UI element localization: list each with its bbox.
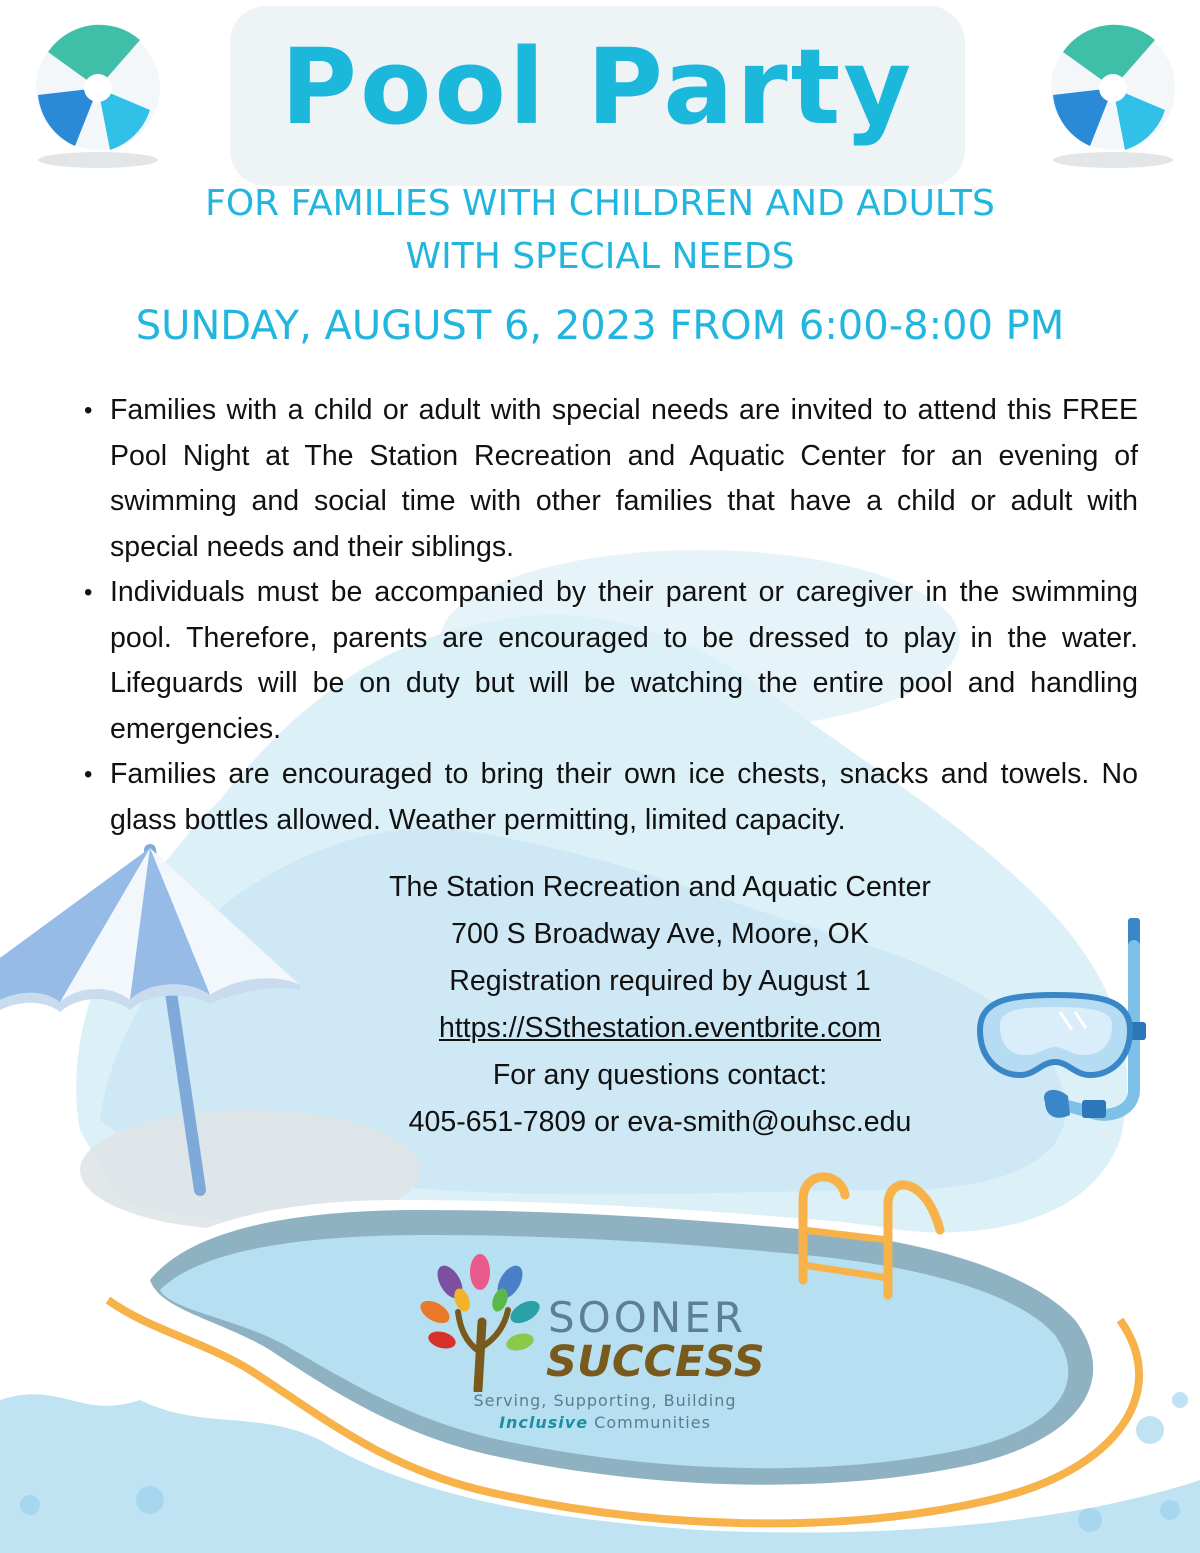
- page-title: Pool Party: [280, 26, 915, 148]
- logo-tagline-emphasis: Inclusive: [499, 1413, 589, 1432]
- venue-name: The Station Recreation and Aquatic Center: [389, 871, 931, 903]
- subtitle-line-2: WITH SPECIAL NEEDS: [405, 236, 795, 277]
- subtitle-line-1: FOR FAMILIES WITH CHILDREN AND ADULTS: [205, 183, 995, 224]
- detail-text: Families with a child or adult with special needs are invited to attend this FREE Pool Night at The Station Recreation and Aquatic Center for an evening of swimming and social time with other families that have a child or adult with special needs and their siblings.: [110, 394, 1138, 563]
- sooner-success-logo: [420, 1252, 790, 1432]
- logo-word-sooner: SOONER: [548, 1293, 746, 1342]
- bullet: •: [84, 761, 93, 788]
- logo-tagline-rest: Communities: [588, 1413, 711, 1432]
- registration-deadline: Registration required by August 1: [449, 965, 871, 997]
- contact-info: 405-651-7809 or eva-smith@ouhsc.edu: [408, 1106, 912, 1138]
- list-item: [82, 570, 1138, 752]
- event-date: SUNDAY, AUGUST 6, 2023 FROM 6:00-8:00 PM: [135, 303, 1065, 349]
- logo-tagline-2: [420, 1412, 790, 1434]
- bullet: •: [84, 397, 93, 424]
- registration-link[interactable]: https://SSthestation.eventbrite.com: [439, 1012, 881, 1044]
- detail-text: Families are encouraged to bring their own ice chests, snacks and towels. No glass bottles allowed. Weather permitting, limited capacity.: [110, 758, 1138, 836]
- logo-word-success: SUCCESS: [546, 1337, 765, 1387]
- details-list: [82, 388, 1138, 843]
- list-item: [82, 388, 1138, 570]
- detail-text: Individuals must be accompanied by their parent or caregiver in the swimming pool. Therefore, parents are encouraged to be dressed to play in the water. Lifeguards will be on duty but will be watching the entire pool and handling emergencies.: [110, 576, 1138, 745]
- contact-label: For any questions contact:: [492, 1059, 828, 1091]
- venue-info: [300, 864, 1020, 1146]
- list-item: [82, 752, 1138, 843]
- logo-tagline-1: Serving, Supporting, Building: [473, 1391, 737, 1410]
- bullet: •: [84, 579, 93, 606]
- venue-address: 700 S Broadway Ave, Moore, OK: [451, 918, 869, 950]
- tree-logo-icon: [420, 1252, 550, 1392]
